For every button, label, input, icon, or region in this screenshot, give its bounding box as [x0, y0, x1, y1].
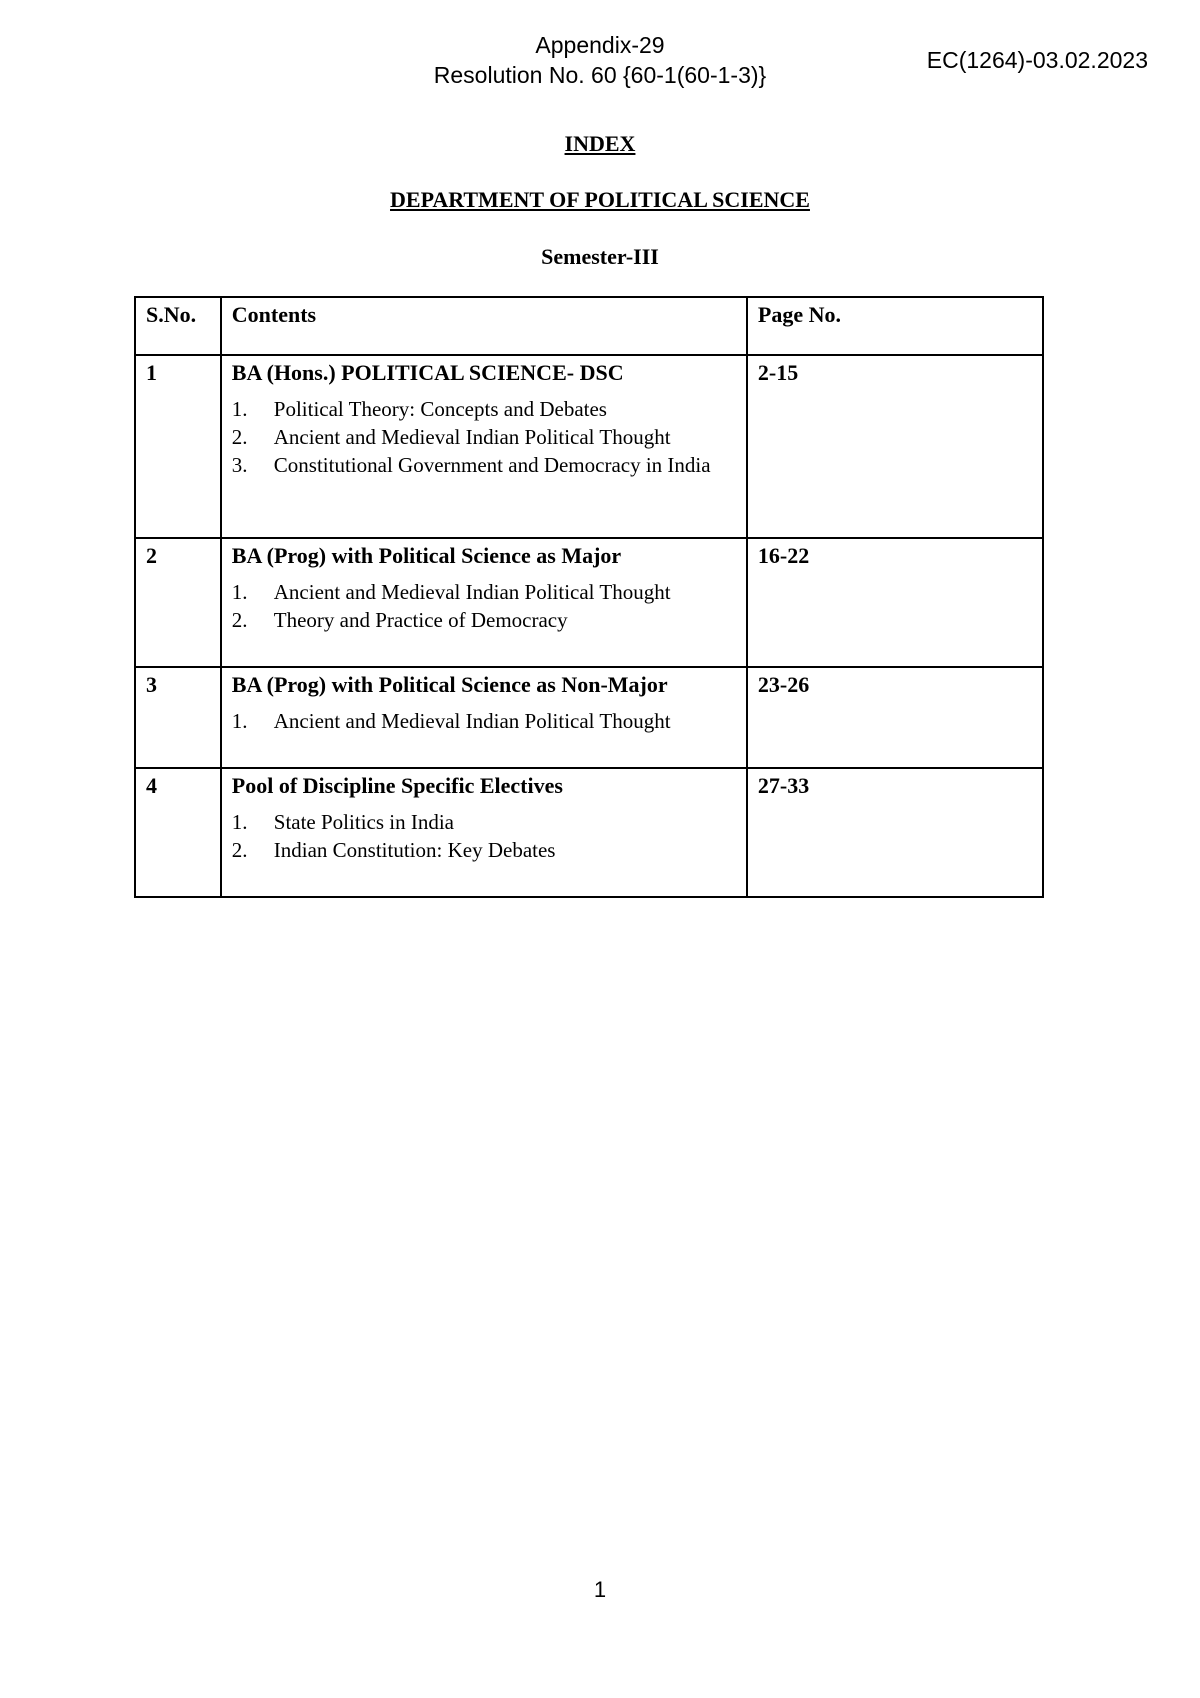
- column-header-contents: Contents: [221, 297, 747, 355]
- row-sno: 1: [135, 355, 221, 538]
- row-category: BA (Hons.) POLITICAL SCIENCE- DSC: [231, 360, 624, 385]
- appendix-label: Appendix-29: [535, 32, 665, 58]
- index-title: INDEX: [564, 131, 636, 156]
- course-list: [232, 578, 736, 634]
- list-item: 1. Ancient and Medieval Indian Political Thought: [231, 580, 671, 604]
- list-item: 3. Constitutional Government and Democracy in India: [231, 453, 711, 477]
- row-sno: 2: [135, 538, 221, 667]
- list-item: 2. Theory and Practice of Democracy: [231, 608, 568, 632]
- row-sno: 3: [135, 667, 221, 768]
- row-contents: [221, 538, 747, 667]
- column-header-page-no: Page No.: [747, 297, 1043, 355]
- table-row: [135, 667, 1043, 768]
- semester-title: Semester-III: [541, 244, 659, 269]
- table-header-row: [135, 297, 1043, 355]
- list-item: 1. State Politics in India: [231, 810, 454, 834]
- row-contents: [221, 667, 747, 768]
- table-row: [135, 355, 1043, 538]
- department-title: DEPARTMENT OF POLITICAL SCIENCE: [390, 187, 810, 212]
- page-number: 1: [593, 1577, 607, 1602]
- row-sno: 4: [135, 768, 221, 897]
- reference-code: EC(1264)-03.02.2023: [926, 47, 1148, 73]
- list-item: 2. Indian Constitution: Key Debates: [231, 838, 556, 862]
- row-page-range: 27-33: [747, 768, 1043, 897]
- column-header-sno: S.No.: [135, 297, 221, 355]
- list-item: 2. Ancient and Medieval Indian Political Thought: [231, 425, 671, 449]
- list-item: 1. Ancient and Medieval Indian Political Thought: [231, 709, 671, 733]
- course-list: [232, 808, 736, 864]
- resolution-label: Resolution No. 60 {60-1(60-1-3)}: [433, 62, 767, 88]
- row-page-range: 16-22: [747, 538, 1043, 667]
- table-row: [135, 538, 1043, 667]
- course-list: [232, 707, 736, 735]
- row-contents: [221, 355, 747, 538]
- table-row: [135, 768, 1043, 897]
- row-category: BA (Prog) with Political Science as Major: [231, 543, 622, 568]
- row-page-range: 23-26: [747, 667, 1043, 768]
- list-item: 1. Political Theory: Concepts and Debates: [231, 397, 607, 421]
- index-table: [134, 296, 1044, 898]
- row-contents: [221, 768, 747, 897]
- course-list: [232, 395, 736, 479]
- row-category: BA (Prog) with Political Science as Non-Major: [231, 672, 668, 697]
- row-page-range: 2-15: [747, 355, 1043, 538]
- row-category: Pool of Discipline Specific Electives: [231, 773, 563, 798]
